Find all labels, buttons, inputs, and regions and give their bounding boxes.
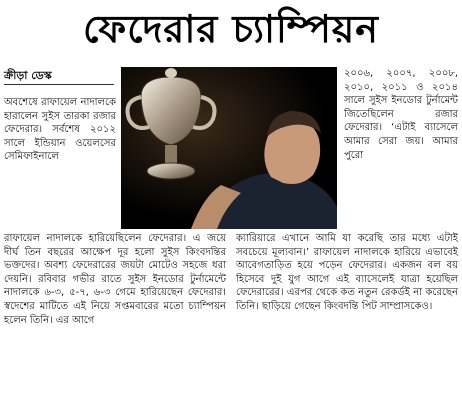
article-column-bottom-right: ক্যারিয়ারে এখানে আমি যা করেছি তার মধ্যে এটাই সবচেয়ে মূল্যবান।’ রাফায়েল নাদালকে হারিয়ে এভাবেই আবেগতাড়িত হয়ে পড়েন ফেদেরার। একজন বল বয় হিসেবে দুই যুগ আগে এই ব্যাসেলেই যাত্রা হয়েছিল ফেদেরারের। এরপর থেকে কত নতুন রেকর্ডই না করেছেন তিনি। ছাড়িয়ে গেছেন কিংবদন্তি পিট সাম্প্রাসকেও।	[236, 233, 458, 312]
article-column-left-top: অবশেষে রাফায়েল নাদালকে হারালেন সুইস তারকা রজার ফেদেরার। সর্বশেষ ২০১২ সালে ইন্ডিয়ান ওয়েলসের সেমিফাইনালে	[4, 97, 116, 163]
byline-underline	[4, 84, 114, 85]
article-column-right-top: ২০০৬, ২০০৭, ২০০৮, ২০১০, ২০১১ ও ২০১৪ সালে সুইস ইনডোর টুর্নামেন্ট জিতেছিলেন রজার ফেদেরার। ‘এটাই ব্যাসেলে আমার সেরা জয়। আমার পুরো	[344, 68, 458, 161]
article-column-bottom-left: রাফায়েল নাদালকে হারিয়েছিলেন ফেদেরার। এ জয়ে দীর্ঘ তিন বছরের আক্ষেপ দূর হলো সুইস কিংবদন্তির ভক্তদের। অবশ্য ফেদেরারের জয়টা মোটেও সহজে ধরা দেয়নি। রবিবার গভীর রাতে সুইস ইনডোর টুর্নামেন্টে নাদালকে ৬-৩, ৫-৭, ৬-৩ গেমে হারিয়েছেন ফেদেরার। স্বদেশের মাটিতে এই নিয়ে সপ্তমবারের মতো চ্যাম্পিয়ন হলেন তিনি। এর আগে	[4, 233, 226, 326]
byline: ক্রীড়া ডেস্ক	[4, 69, 52, 82]
trophy-photo-illustration	[121, 67, 337, 229]
trophy-photo	[121, 67, 337, 229]
headline: ফেদেরার চ্যাম্পিয়ন	[83, 7, 379, 51]
